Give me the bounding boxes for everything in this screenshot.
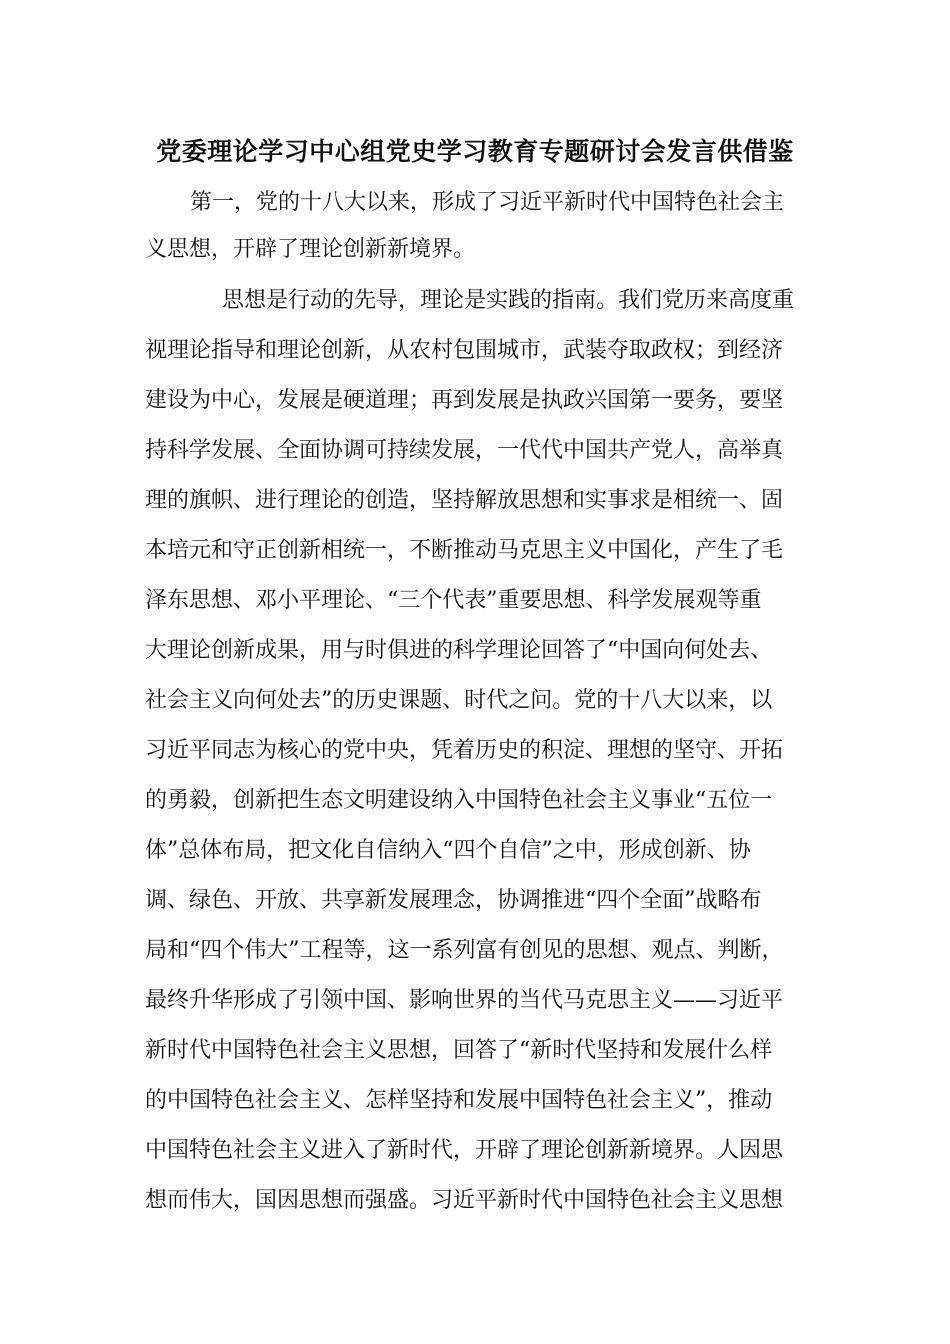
text-line: 本培元和守正创新相统一，不断推动马克思主义中国化，产生了毛	[145, 538, 784, 563]
text-line: 习近平同志为核心的党中央，凭着历史的积淀、理想的坚守、开拓	[145, 738, 784, 763]
text-line: 最终升华形成了引领中国、影响世界的当代马克思主义——习近平	[145, 988, 784, 1013]
text-line: 持科学发展、全面协调可持续发展，一代代中国共产党人，高举真	[145, 438, 784, 463]
text-line: 理的旗帜、进行理论的创造，坚持解放思想和实事求是相统一、固	[145, 488, 784, 513]
text-line: 泽东思想、邓小平理论、“三个代表”重要思想、科学发展观等重	[145, 588, 762, 613]
document-title: 党委理论学习中心组党史学习教育专题研讨会发言供借鉴	[156, 137, 794, 166]
text-line: 体”总体布局，把文化自信纳入“四个自信”之中，形成创新、协	[145, 838, 751, 863]
text-line: 的中国特色社会主义、怎样坚持和发展中国特色社会主义”，推动	[145, 1088, 773, 1113]
text-line: 视理论指导和理论创新，从农村包围城市，武装夺取政权；到经济	[145, 338, 784, 363]
text-line: 义思想，开辟了理论创新新境界。	[145, 237, 476, 262]
text-line: 局和“四个伟大”工程等，这一系列富有创见的思想、观点、判断，	[145, 938, 784, 963]
text-line: 调、绿色、开放、共享新发展理念，协调推进“四个全面”战略布	[145, 888, 762, 913]
text-line: 第一，党的十八大以来，形成了习近平新时代中国特色社会主	[190, 190, 785, 215]
text-line: 中国特色社会主义进入了新时代，开辟了理论创新新境界。人因思	[145, 1138, 784, 1163]
text-line: 想而伟大，国因思想而强盛。习近平新时代中国特色社会主义思想	[145, 1188, 784, 1213]
text-line: 的勇毅，创新把生态文明建设纳入中国特色社会主义事业“五位一	[145, 788, 773, 813]
text-line: 社会主义向何处去”的历史课题、时代之问。党的十八大以来，以	[145, 688, 773, 713]
text-line: 建设为中心，发展是硬道理；再到发展是执政兴国第一要务，要坚	[145, 388, 784, 413]
text-line: 大理论创新成果，用与时俱进的科学理论回答了“中国向何处去、	[145, 638, 773, 663]
text-line: 新时代中国特色社会主义思想，回答了“新时代坚持和发展什么样	[145, 1038, 773, 1063]
text-line: 思想是行动的先导，理论是实践的指南。我们党历来高度重	[222, 288, 795, 313]
